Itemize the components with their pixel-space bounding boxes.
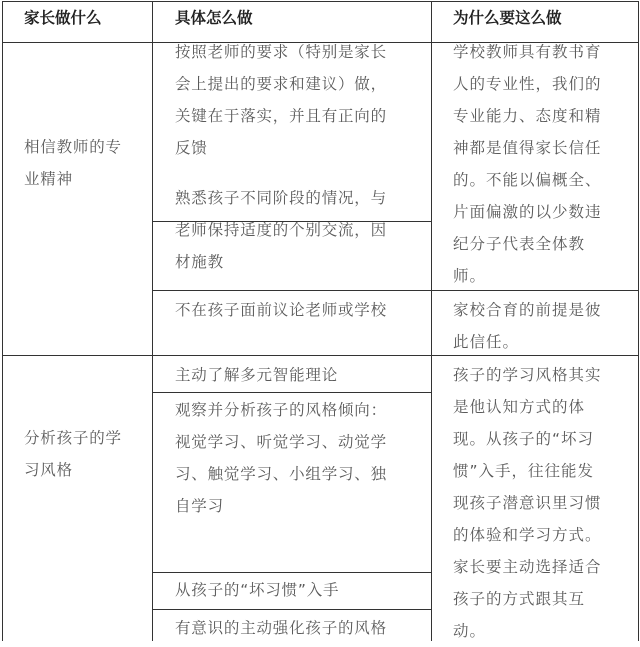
row1-how-3: 不在孩子面前议论老师或学校 (175, 301, 387, 319)
row2-how-4: 有意识的主动强化孩子的风格 (175, 619, 387, 637)
column-divider (152, 1, 153, 641)
row2-what: 分析孩子的学 习风格 (24, 429, 122, 479)
table-border-left (2, 1, 3, 641)
row1-why-2: 家校合育的前提是彼 此信任。 (453, 301, 602, 351)
header-what: 家长做什么 (24, 9, 102, 27)
cell-divider (152, 572, 431, 573)
table-border-right (638, 1, 639, 641)
row1-how-1: 按照老师的要求（特别是家长 会上提出的要求和建议）做， 关键在于落实，并且有正向的 反馈 (175, 43, 387, 157)
cell-divider (152, 392, 431, 393)
row2-why-1: 孩子的学习风格其实 是他认知方式的体 现。从孩子的“坏习 惯”入手，往往能发 现孩子潜意识里习惯 的体验和学习方式。 家长要主动选择适合 孩子的方式跟其互 动。 (453, 366, 602, 640)
header-why: 为什么要这么做 (453, 9, 562, 27)
row1-how-2: 熟悉孩子不同阶段的情况，与 老师保持适度的个别交流，因 材施教 (175, 189, 387, 271)
row2-how-3: 从孩子的“坏习惯”入手 (175, 581, 340, 599)
cell-divider (152, 609, 431, 610)
row2-how-1: 主动了解多元智能理论 (175, 366, 339, 384)
column-divider (431, 1, 432, 641)
row2-how-2: 观察并分析孩子的风格倾向： 视觉学习、听觉学习、动觉学 习、触觉学习、小组学习、独 自学习 (175, 401, 387, 515)
row1-why-1: 学校教师具有教书育 人的专业性，我们的 专业能力、态度和精 神都是值得家长信任 的。不能以偏概全、 片面偏激的以少数违 纪分子代表全体教 师。 (453, 43, 602, 285)
row1-what: 相信教师的专 业精神 (24, 138, 122, 188)
header-how: 具体怎么做 (175, 9, 253, 27)
